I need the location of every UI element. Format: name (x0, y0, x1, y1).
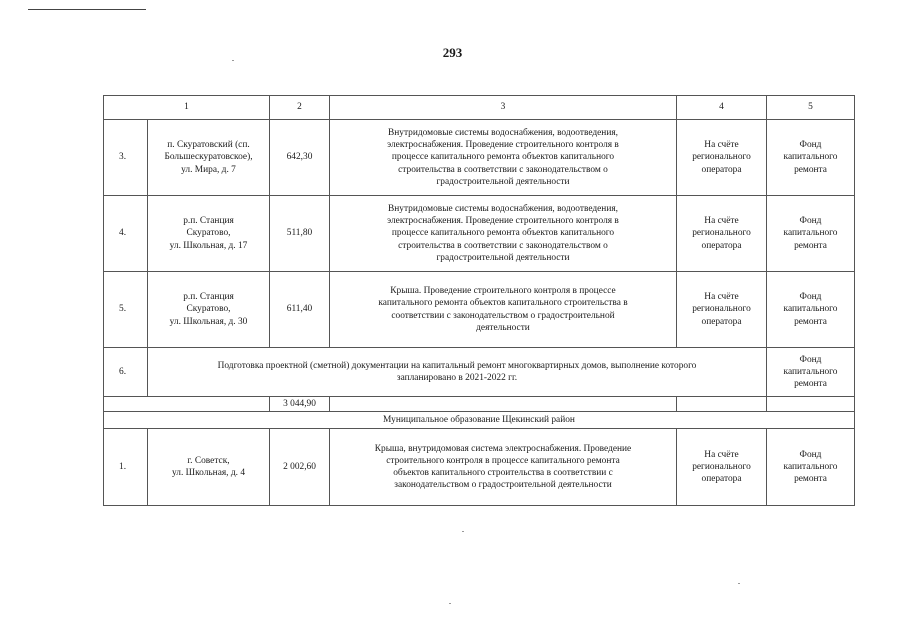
source-line: оператора (701, 240, 742, 251)
area-cell: 611,40 (270, 272, 330, 348)
total-row (104, 397, 855, 412)
address-line: ул. Мира, д. 7 (181, 164, 236, 175)
source-line: оператора (701, 164, 742, 175)
address-line: р.п. Станция (183, 216, 234, 227)
table-row (104, 272, 855, 348)
fund-line: Фонд (799, 354, 822, 365)
row-number: 5. (104, 272, 148, 348)
source-line: регионального (692, 228, 751, 239)
work-line: Крыша, внутридомовая система электроснабжения. Проведение (374, 443, 632, 454)
fund-line: Фонд (799, 216, 822, 227)
row-number: 6. (104, 348, 148, 397)
header-col-1: 1 (104, 96, 270, 120)
work-line: процессе капитального ремонта объектов капитального (391, 228, 615, 239)
source-line: регионального (692, 152, 751, 163)
area-cell: 2 002,60 (270, 429, 330, 506)
row-number: 4. (104, 196, 148, 272)
scan-speck (232, 60, 234, 61)
page-number: 293 (442, 45, 463, 60)
total-area: 3 044,90 (270, 397, 330, 412)
address-cell (148, 196, 270, 272)
work-line: Внутридомовые системы водоснабжения, водоотведения, (388, 128, 618, 139)
empty-cell (767, 397, 855, 412)
work-cell (330, 272, 677, 348)
scan-speck (738, 583, 740, 584)
work-line: капитального ремонта объектов капитального строительства в (378, 298, 628, 309)
source-cell (677, 429, 767, 506)
fund-cell (767, 196, 855, 272)
table-row (104, 429, 855, 506)
work-line: процессе капитального ремонта объектов капитального (391, 152, 615, 163)
fund-cell (767, 120, 855, 196)
fund-line: ремонта (794, 240, 827, 251)
header-row (104, 96, 855, 120)
work-line: объектов капитального строительства в соответствии с (393, 468, 613, 478)
municipality-title: Муниципальное образование Щекинский район (104, 412, 855, 429)
fund-line: ремонта (794, 164, 827, 175)
design-docs-line: Подготовка проектной (сметной) документации на капитальный ремонт многоквартирных домов, выполнение которого (217, 360, 697, 371)
table-row (104, 120, 855, 196)
source-line: На счёте (704, 292, 739, 303)
row-number: 1. (104, 429, 148, 506)
work-line: деятельности (476, 322, 530, 333)
source-line: На счёте (704, 140, 739, 151)
address-line: р.п. Станция (183, 292, 234, 303)
address-cell (148, 272, 270, 348)
fund-line: ремонта (794, 474, 827, 485)
fund-cell (767, 272, 855, 348)
area-cell: 642,30 (270, 120, 330, 196)
design-docs-line: запланировано в 2021-2022 гг. (396, 373, 518, 383)
fund-line: капитального (783, 366, 838, 377)
source-line: регионального (692, 461, 751, 472)
fund-line: ремонта (794, 379, 827, 390)
empty-cell (677, 397, 767, 412)
fund-line: ремонта (794, 316, 827, 327)
source-cell (677, 272, 767, 348)
work-line: Крыша. Проведение строительного контроля в процессе (390, 286, 616, 297)
work-line: градостроительной деятельности (436, 252, 570, 263)
work-line: Внутридомовые системы водоснабжения, водоотведения, (388, 204, 618, 215)
municipality-row (104, 412, 855, 429)
fund-line: Фонд (799, 449, 822, 460)
source-line: На счёте (704, 216, 739, 227)
design-docs-cell (148, 348, 767, 397)
address-line: Скуратово, (186, 228, 231, 239)
address-line: ул. Школьная, д. 30 (169, 316, 248, 327)
fund-line: капитального (783, 304, 838, 315)
fund-line: капитального (783, 228, 838, 239)
fund-cell (767, 348, 855, 397)
address-line: Скуратово, (186, 304, 231, 315)
work-line: строительства в соответствии с законодательством о (398, 240, 608, 251)
area-cell: 511,80 (270, 196, 330, 272)
source-line: регионального (692, 304, 751, 315)
fund-line: капитального (783, 461, 838, 472)
work-line: строительного контроля в процессе капитального ремонта (386, 455, 620, 466)
fund-cell (767, 429, 855, 506)
scan-speck (462, 531, 464, 532)
address-line: ул. Школьная, д. 17 (169, 240, 248, 251)
scan-speck (449, 603, 451, 604)
address-line: Большескуратовское), (164, 152, 253, 163)
header-col-5: 5 (767, 96, 855, 120)
work-line: электроснабжения. Проведение строительного контроля в (387, 216, 619, 227)
top-rule (28, 9, 146, 10)
table-row (104, 196, 855, 272)
fund-line: Фонд (799, 292, 822, 303)
total-label-cell (104, 397, 270, 412)
address-line: ул. Школьная, д. 4 (171, 468, 246, 478)
header-col-3: 3 (330, 96, 677, 120)
source-line: На счёте (704, 449, 739, 460)
work-cell (330, 120, 677, 196)
address-line: п. Скуратовский (сп. (167, 140, 250, 151)
work-cell (330, 429, 677, 506)
work-line: законодательством о градостроительной деятельности (394, 480, 612, 491)
address-cell (148, 429, 270, 506)
row-number: 3. (104, 120, 148, 196)
empty-cell (330, 397, 677, 412)
source-line: оператора (701, 474, 742, 485)
work-line: градостроительной деятельности (436, 176, 570, 187)
fund-line: Фонд (799, 140, 822, 151)
source-cell (677, 196, 767, 272)
table-row (104, 348, 855, 397)
fund-line: капитального (783, 152, 838, 163)
address-line: г. Советск, (187, 455, 230, 466)
header-col-2: 2 (270, 96, 330, 120)
address-cell (148, 120, 270, 196)
source-line: оператора (701, 316, 742, 327)
source-cell (677, 120, 767, 196)
work-line: электроснабжения. Проведение строительного контроля в (387, 140, 619, 151)
work-line: строительства в соответствии с законодательством о (398, 164, 608, 175)
work-line: соответствии с законодательством о градостроительной (391, 310, 615, 321)
header-col-4: 4 (677, 96, 767, 120)
data-table (103, 95, 855, 506)
work-cell (330, 196, 677, 272)
